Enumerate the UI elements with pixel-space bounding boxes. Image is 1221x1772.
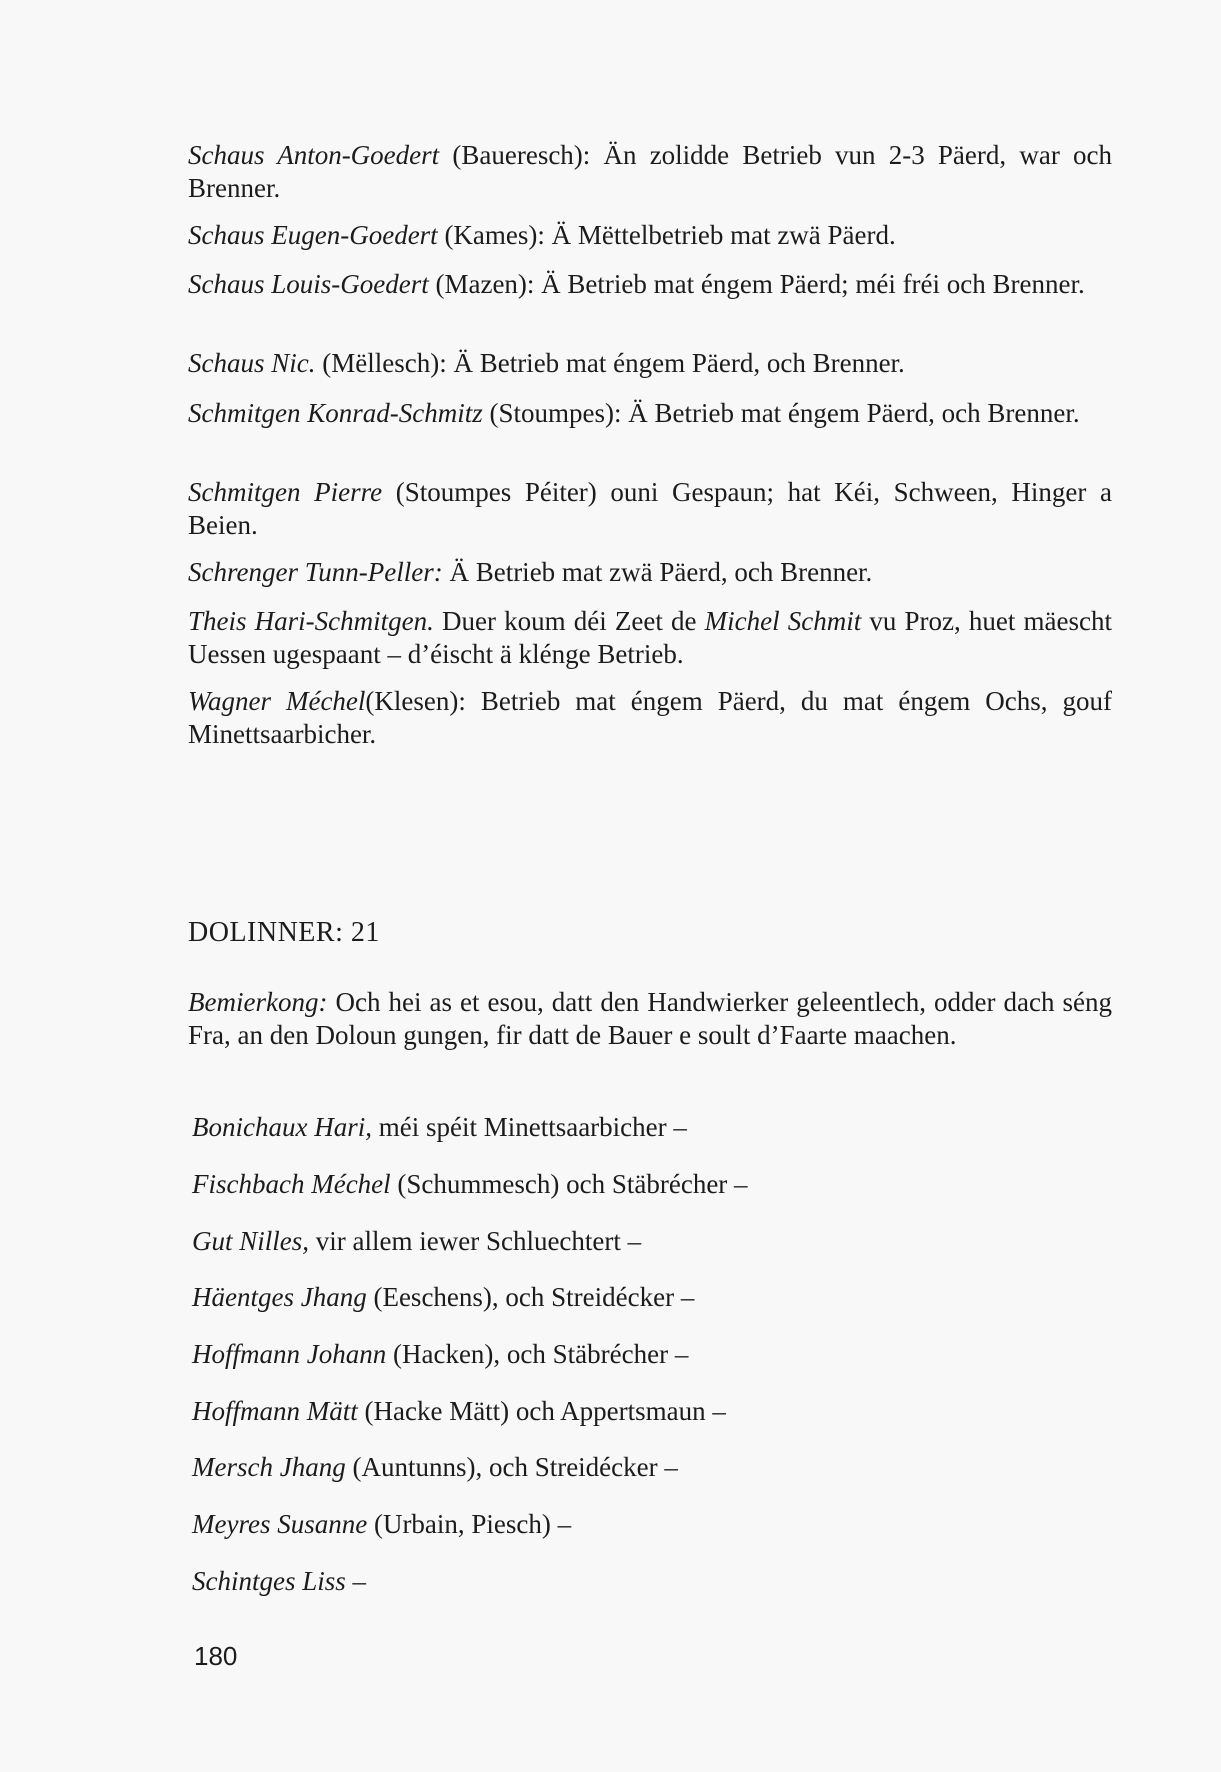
entry-name: Hoffmann Johann — [192, 1339, 387, 1369]
entry-theis-hari — [188, 605, 1112, 671]
entry-name: Schaus Anton-Goedert — [188, 140, 440, 170]
entry-name: Mersch Jhang — [192, 1452, 346, 1482]
list-item — [192, 1565, 366, 1598]
remark-label: Bemierkong: — [188, 987, 328, 1017]
entry-schaus-nic — [188, 347, 1112, 380]
entry-name: Bonichaux Hari, — [192, 1112, 372, 1142]
entry-name: Hoffmann Mätt — [192, 1396, 358, 1426]
remark-paragraph — [188, 986, 1112, 1052]
entry-name: Schaus Eugen-Goedert — [188, 220, 438, 250]
entry-name: Schintges Liss — [192, 1566, 346, 1596]
section-heading: DOLINNER: 21 — [188, 917, 380, 948]
list-item — [192, 1508, 571, 1541]
list-item — [192, 1225, 641, 1258]
entry-wagner-mechel — [188, 685, 1112, 751]
entry-text: (Auntunns), och Streidécker – — [345, 1452, 678, 1482]
entry-name: Schrenger Tunn-Peller: — [188, 557, 443, 587]
page-number: 180 — [194, 1641, 238, 1671]
entry-text: (Stoumpes Péiter) ouni Gespaun; hat Kéi, Schween, Hinger a Beien. — [188, 477, 1113, 540]
entry-schrenger-tunn — [188, 556, 1112, 589]
entry-name: Schaus Nic. — [188, 348, 316, 378]
list-item — [192, 1338, 688, 1371]
entry-text: (Mazen): Ä Betrieb mat éngem Päerd; méi fréi och Brenner. — [428, 269, 1085, 299]
entry-name: Meyres Susanne — [192, 1509, 368, 1539]
entry-text: (Schummesch) och Stäbrécher – — [390, 1169, 748, 1199]
entry-name: Gut Nilles, — [192, 1226, 310, 1256]
entry-text: (Stoumpes): Ä Betrieb mat éngem Päerd, och Brenner. — [482, 398, 1080, 428]
remark-text: Och hei as et esou, datt den Handwierker geleentlech, odder dach séng Fra, an den Doloun gungen, fir datt de Bauer e soult d’Faarte maachen. — [188, 987, 1112, 1050]
entry-text: (Kames): Ä Mëttelbetrieb mat zwä Päerd. — [437, 220, 896, 250]
entry-schmitgen-konrad — [188, 397, 1112, 430]
list-item — [192, 1111, 687, 1144]
entry-text: vu Proz, huet mäescht Uessen ugespaant – d’éischt ä klénge Betrieb. — [188, 606, 1112, 669]
entry-text: (Klesen): Betrieb mat éngem Päerd, du mat éngem Ochs, gouf Minettsaarbicher. — [188, 686, 1112, 749]
entry-schaus-eugen — [188, 219, 1112, 252]
entry-text: (Hacke Mätt) och Appertsmaun – — [357, 1396, 726, 1426]
entry-text: (Eeschens), och Streidécker – — [366, 1282, 695, 1312]
entry-text: méi spéit Minettsaarbicher – — [371, 1112, 687, 1142]
entry-text: (Baueresch): Än zolidde Betrieb vun 2-3 Päerd, war och Brenner. — [188, 140, 1112, 203]
entry-name: Theis Hari-Schmitgen. — [188, 606, 434, 636]
entry-schaus-anton — [188, 139, 1112, 205]
entry-text: vir allem iewer Schluechtert – — [309, 1226, 642, 1256]
entry-name: Schmitgen Pierre — [188, 477, 383, 507]
entry-text: (Mëllesch): Ä Betrieb mat éngem Päerd, och Brenner. — [315, 348, 905, 378]
entry-text: (Urbain, Piesch) – — [367, 1509, 572, 1539]
entry-text: (Hacken), och Stäbrécher – — [386, 1339, 689, 1369]
entry-name: Wagner Méchel — [188, 686, 366, 716]
entry-name: Fischbach Méchel — [192, 1169, 391, 1199]
list-item — [192, 1451, 678, 1484]
list-item — [192, 1168, 748, 1201]
list-item — [192, 1281, 694, 1314]
entry-text: Ä Betrieb mat zwä Päerd, och Brenner. — [442, 557, 873, 587]
entry-text: – — [345, 1566, 367, 1596]
entry-text: Duer koum déi Zeet de — [433, 606, 705, 636]
entry-schaus-louis — [188, 268, 1112, 301]
entry-schmitgen-pierre — [188, 476, 1112, 542]
entry-name-secondary: Michel Schmit — [704, 606, 862, 636]
entry-name: Schaus Louis-Goedert — [188, 269, 429, 299]
list-item — [192, 1395, 726, 1428]
entry-name: Schmitgen Konrad-Schmitz — [188, 398, 483, 428]
entry-name: Häentges Jhang — [192, 1282, 367, 1312]
